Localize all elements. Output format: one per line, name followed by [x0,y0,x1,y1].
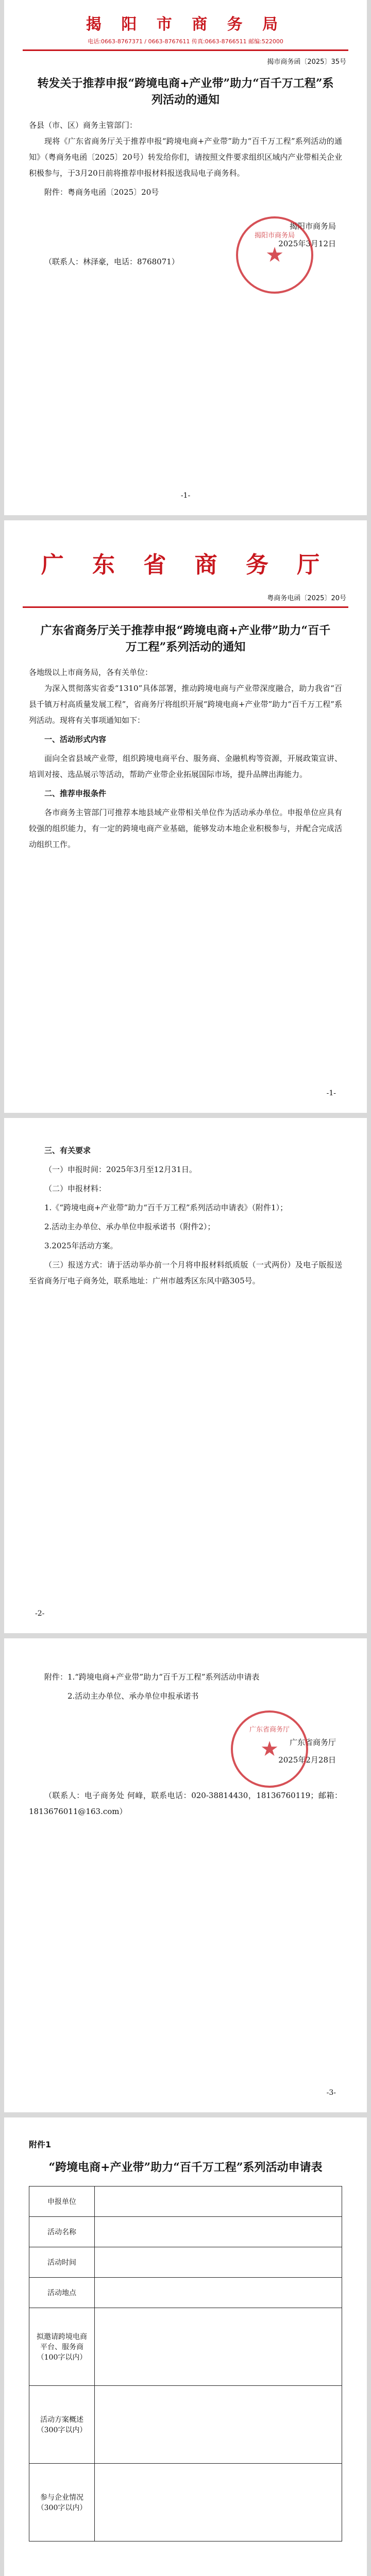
section-body-2: 各市商务主管部门可推荐本地县域产业带相关单位作为活动承办单位。申报单位应具有较强的组织能力，有一定的跨境电商产业基础，能够发动本地企业积极参与，并配合完成活动组织工作。 [29,808,342,849]
guangdong-seal-text: 广东省商务厅 [249,1726,290,1734]
jieyang-salutation: 各县（市、区）商务主管部门： [29,121,138,130]
form-label: 活动地点 [29,2278,95,2308]
seal-star-icon: ★ [260,1737,279,1761]
guangdong-signature-page [4,1638,367,2112]
jieyang-masthead: 揭 阳 市 商 务 局 [86,15,285,33]
jieyang-seal [236,216,313,294]
page-number: -2- [35,1609,45,1618]
jieyang-issuer: 揭阳市商务局 [289,222,336,231]
jieyang-contact-person: （联系人：林泽豪，电话：8768071） [44,257,179,266]
form-label: 拟邀请跨境电商平台、服务商（100字以内） [29,2308,95,2386]
guangdong-notice-page [4,520,367,1113]
section-heading-1: 一、活动形式内容 [44,735,107,744]
jieyang-attachment: 附件：粤商务电函〔2025〕20号 [44,188,159,197]
jieyang-seal-text: 揭阳市商务局 [254,232,295,240]
page-number: -3- [326,2089,336,2097]
table-row [29,2464,342,2541]
jieyang-notice-page [4,0,367,515]
table-row [29,2217,342,2247]
form-value[interactable] [95,2386,342,2464]
guangdong-salutation: 各地级以上市商务局，各有关单位： [29,668,153,677]
form-title: “跨境电商+产业带”助力“百千万工程”系列活动申请表 [48,2161,323,2174]
guangdong-title: 广东省商务厅关于推荐申报“跨境电商+产业带”助力“百千万工程”系列活动的通知 [40,624,331,654]
form-value[interactable] [95,2217,342,2247]
requirement-3: （三）报送方式：请于活动举办前一个月将申报材料纸质版（一式两份）及电子版报送至省商务厅电子商务处，联系地址：广州市越秀区东风中路305号。 [29,1260,342,1285]
table-row [29,2278,342,2308]
table-row [29,2187,342,2217]
guangdong-masthead: 广 东 省 商 务 厅 [41,552,330,578]
form-value[interactable] [95,2308,342,2386]
form-value[interactable] [95,2464,342,2541]
guangdong-contact-person: （联系人：电子商务处 何峰，联系电话：020-38814430，18136760119；邮箱：1813676011@163.com） [29,1791,342,1816]
guangdong-seal [231,1710,308,1788]
table-row [29,2247,342,2278]
section-body-1: 面向全省县域产业带，组织跨境电商平台、服务商、金融机构等资源，开展政策宣讲、培训对接、选品展示等活动，帮助产业带企业拓展国际市场，提升品牌出海能力。 [29,754,342,779]
form-value[interactable] [95,2247,342,2278]
application-form-table [29,2186,342,2541]
form-attachment-label: 附件1 [29,2140,52,2149]
jieyang-contact: 电话:0663-8767371 / 0663-8767611 传真:0663-8766511 邮编:522000 [88,38,283,45]
requirement-2b: 2.活动主办单位、承办单位申报承诺书（附件2）； [44,1222,215,1231]
form-value[interactable] [95,2278,342,2308]
form-label: 活动名称 [29,2217,95,2247]
requirement-2c: 3.2025年活动方案。 [44,1241,118,1250]
page-number: -1- [180,492,191,500]
requirement-2: （二）申报材料： [44,1184,107,1193]
attachments-label: 附件：1.“跨境电商+产业带”助力“百千万工程”系列活动申请表 [44,1672,260,1682]
form-label: 申报单位 [29,2187,95,2217]
form-value[interactable] [95,2187,342,2217]
requirement-1: （一）申报时间：2025年3月至12月31日。 [44,1165,197,1174]
jieyang-date: 2025年3月12日 [278,239,336,248]
application-form-page [4,2117,367,2576]
seal-star-icon: ★ [265,243,284,267]
requirement-2a: 1.《“跨境电商+产业带”助力“百千万工程”系列活动申请表》（附件1）； [44,1203,288,1212]
section-heading-3: 三、有关要求 [44,1146,91,1155]
table-row [29,2308,342,2386]
attachments-item-2: 2.活动主办单位、承办单位申报承诺书 [68,1691,199,1701]
guangdong-requirements-page [4,1118,367,1633]
guangdong-date: 2025年2月28日 [278,1755,336,1765]
masthead-rule [23,49,348,51]
table-row [29,2386,342,2464]
guangdong-intro: 为深入贯彻落实省委“1310”具体部署，推动跨境电商与产业带深度融合，助力我省“百县千镇万村高质量发展工程”，省商务厅将组织开展“跨境电商+产业带”助力“百千万工程”系列活动。现将有关事项通知如下： [29,684,342,725]
guangdong-doc-number: 粤商务电函〔2025〕20号 [267,595,346,602]
jieyang-doc-number: 揭市商务函〔2025〕35号 [267,58,346,66]
jieyang-title: 转发关于推荐申报“跨境电商+产业带”助力“百千万工程”系列活动的通知 [37,77,334,107]
page-number: -1- [326,1089,336,1097]
section-heading-2: 二、推荐申报条件 [44,789,107,798]
jieyang-body: 现将《广东省商务厅关于推荐申报“跨境电商+产业带”助力“百千万工程”系列活动的通知》（粤商务电函〔2025〕20号）转发给你们，请按照文件要求组织区域内产业带相关企业积极参与，于3月20日前将推荐申报材料报送我局电子商务科。 [29,137,342,178]
guangdong-issuer: 广东省商务厅 [289,1738,336,1747]
masthead-rule [23,606,348,608]
form-label: 参与企业情况（300字以内） [29,2464,95,2541]
form-label: 活动方案概述（300字以内） [29,2386,95,2464]
form-label: 活动时间 [29,2247,95,2278]
